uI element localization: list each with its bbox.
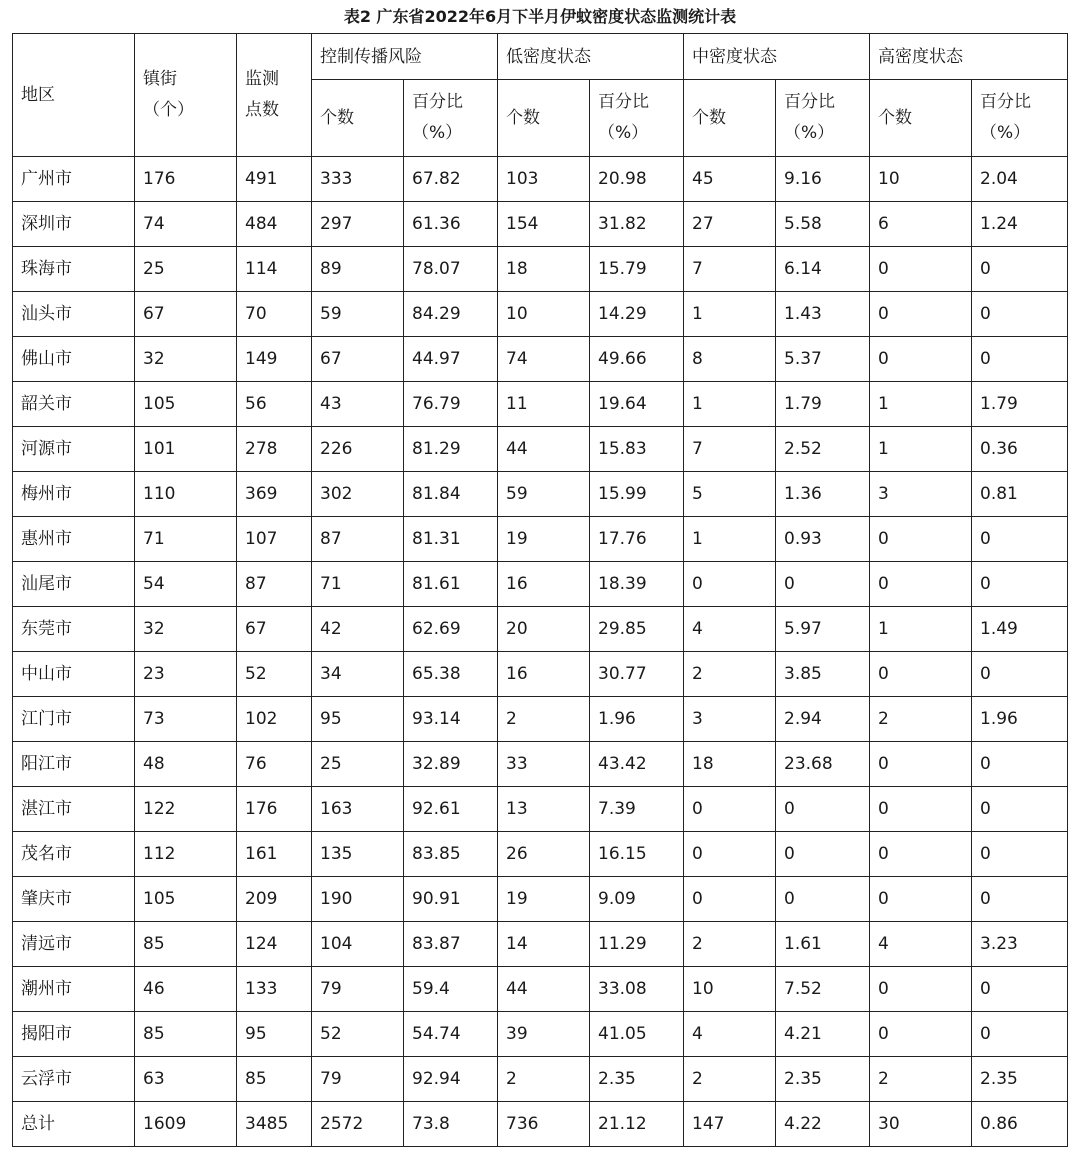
value-cell: 1 bbox=[684, 292, 776, 337]
value-cell: 278 bbox=[237, 427, 312, 472]
value-cell: 20.98 bbox=[590, 157, 684, 202]
header-group-high: 高密度状态 bbox=[870, 34, 1068, 80]
value-cell: 297 bbox=[312, 202, 404, 247]
value-cell: 83.87 bbox=[404, 922, 498, 967]
region-cell: 潮州市 bbox=[13, 967, 135, 1012]
value-cell: 1 bbox=[870, 427, 972, 472]
value-cell: 0 bbox=[972, 967, 1068, 1012]
value-cell: 114 bbox=[237, 247, 312, 292]
table-row bbox=[13, 922, 1068, 967]
value-cell: 369 bbox=[237, 472, 312, 517]
value-cell: 27 bbox=[684, 202, 776, 247]
value-cell: 0 bbox=[684, 877, 776, 922]
value-cell: 1.79 bbox=[972, 382, 1068, 427]
value-cell: 190 bbox=[312, 877, 404, 922]
header-points bbox=[237, 34, 312, 157]
region-cell: 江门市 bbox=[13, 697, 135, 742]
value-cell: 736 bbox=[498, 1102, 590, 1147]
value-cell: 76.79 bbox=[404, 382, 498, 427]
value-cell: 92.94 bbox=[404, 1057, 498, 1102]
table-row bbox=[13, 742, 1068, 787]
value-cell: 18.39 bbox=[590, 562, 684, 607]
value-cell: 0 bbox=[972, 1012, 1068, 1057]
value-cell: 1.79 bbox=[776, 382, 870, 427]
value-cell: 23.68 bbox=[776, 742, 870, 787]
value-cell: 1 bbox=[870, 382, 972, 427]
value-cell: 70 bbox=[237, 292, 312, 337]
value-cell: 5.37 bbox=[776, 337, 870, 382]
value-cell: 76 bbox=[237, 742, 312, 787]
table-row bbox=[13, 292, 1068, 337]
value-cell: 122 bbox=[135, 787, 237, 832]
value-cell: 112 bbox=[135, 832, 237, 877]
value-cell: 21.12 bbox=[590, 1102, 684, 1147]
value-cell: 491 bbox=[237, 157, 312, 202]
value-cell: 84.29 bbox=[404, 292, 498, 337]
value-cell: 0 bbox=[870, 742, 972, 787]
region-cell: 肇庆市 bbox=[13, 877, 135, 922]
table-row bbox=[13, 517, 1068, 562]
value-cell: 0 bbox=[684, 787, 776, 832]
value-cell: 67 bbox=[312, 337, 404, 382]
value-cell: 2.52 bbox=[776, 427, 870, 472]
header-percent: 百分比 （%） bbox=[776, 80, 870, 157]
table-row bbox=[13, 247, 1068, 292]
value-cell: 29.85 bbox=[590, 607, 684, 652]
table-row bbox=[13, 1012, 1068, 1057]
value-cell: 59 bbox=[312, 292, 404, 337]
value-cell: 61.36 bbox=[404, 202, 498, 247]
header-group-low: 低密度状态 bbox=[498, 34, 684, 80]
value-cell: 16.15 bbox=[590, 832, 684, 877]
value-cell: 42 bbox=[312, 607, 404, 652]
value-cell: 2 bbox=[684, 652, 776, 697]
table-row bbox=[13, 967, 1068, 1012]
value-cell: 1.61 bbox=[776, 922, 870, 967]
region-cell: 阳江市 bbox=[13, 742, 135, 787]
value-cell: 7.39 bbox=[590, 787, 684, 832]
region-cell: 湛江市 bbox=[13, 787, 135, 832]
value-cell: 32.89 bbox=[404, 742, 498, 787]
value-cell: 10 bbox=[684, 967, 776, 1012]
value-cell: 16 bbox=[498, 562, 590, 607]
value-cell: 0 bbox=[972, 832, 1068, 877]
value-cell: 124 bbox=[237, 922, 312, 967]
header-percent: 百分比 （%） bbox=[404, 80, 498, 157]
region-cell: 广州市 bbox=[13, 157, 135, 202]
region-cell: 茂名市 bbox=[13, 832, 135, 877]
value-cell: 19.64 bbox=[590, 382, 684, 427]
value-cell: 1.24 bbox=[972, 202, 1068, 247]
value-cell: 11.29 bbox=[590, 922, 684, 967]
value-cell: 79 bbox=[312, 1057, 404, 1102]
value-cell: 52 bbox=[312, 1012, 404, 1057]
header-count: 个数 bbox=[312, 80, 404, 157]
value-cell: 161 bbox=[237, 832, 312, 877]
value-cell: 62.69 bbox=[404, 607, 498, 652]
value-cell: 73 bbox=[135, 697, 237, 742]
value-cell: 0 bbox=[870, 787, 972, 832]
value-cell: 32 bbox=[135, 607, 237, 652]
value-cell: 3 bbox=[684, 697, 776, 742]
value-cell: 67 bbox=[237, 607, 312, 652]
value-cell: 32 bbox=[135, 337, 237, 382]
value-cell: 176 bbox=[135, 157, 237, 202]
value-cell: 0 bbox=[972, 247, 1068, 292]
value-cell: 2.35 bbox=[590, 1057, 684, 1102]
value-cell: 20 bbox=[498, 607, 590, 652]
header-count: 个数 bbox=[684, 80, 776, 157]
value-cell: 2 bbox=[870, 697, 972, 742]
value-cell: 2 bbox=[684, 922, 776, 967]
value-cell: 71 bbox=[312, 562, 404, 607]
value-cell: 0.93 bbox=[776, 517, 870, 562]
table-row bbox=[13, 157, 1068, 202]
value-cell: 87 bbox=[237, 562, 312, 607]
value-cell: 44.97 bbox=[404, 337, 498, 382]
value-cell: 2.35 bbox=[972, 1057, 1068, 1102]
value-cell: 65.38 bbox=[404, 652, 498, 697]
value-cell: 87 bbox=[312, 517, 404, 562]
value-cell: 15.99 bbox=[590, 472, 684, 517]
value-cell: 4.22 bbox=[776, 1102, 870, 1147]
header-towns-line1: 镇街 bbox=[143, 69, 177, 89]
value-cell: 85 bbox=[237, 1057, 312, 1102]
value-cell: 3.23 bbox=[972, 922, 1068, 967]
value-cell: 48 bbox=[135, 742, 237, 787]
value-cell: 15.79 bbox=[590, 247, 684, 292]
value-cell: 9.16 bbox=[776, 157, 870, 202]
value-cell: 19 bbox=[498, 517, 590, 562]
value-cell: 3.85 bbox=[776, 652, 870, 697]
value-cell: 6.14 bbox=[776, 247, 870, 292]
value-cell: 30.77 bbox=[590, 652, 684, 697]
region-cell: 惠州市 bbox=[13, 517, 135, 562]
value-cell: 1609 bbox=[135, 1102, 237, 1147]
table-row bbox=[13, 877, 1068, 922]
region-cell: 东莞市 bbox=[13, 607, 135, 652]
header-group-control: 控制传播风险 bbox=[312, 34, 498, 80]
value-cell: 0 bbox=[972, 787, 1068, 832]
value-cell: 105 bbox=[135, 877, 237, 922]
value-cell: 34 bbox=[312, 652, 404, 697]
value-cell: 0 bbox=[870, 1012, 972, 1057]
region-cell: 清远市 bbox=[13, 922, 135, 967]
value-cell: 0 bbox=[684, 562, 776, 607]
value-cell: 2 bbox=[498, 1057, 590, 1102]
table-row bbox=[13, 697, 1068, 742]
value-cell: 7 bbox=[684, 247, 776, 292]
table-row bbox=[13, 382, 1068, 427]
value-cell: 73.8 bbox=[404, 1102, 498, 1147]
table-row bbox=[13, 652, 1068, 697]
value-cell: 44 bbox=[498, 967, 590, 1012]
value-cell: 31.82 bbox=[590, 202, 684, 247]
value-cell: 2572 bbox=[312, 1102, 404, 1147]
value-cell: 147 bbox=[684, 1102, 776, 1147]
value-cell: 67.82 bbox=[404, 157, 498, 202]
region-cell: 佛山市 bbox=[13, 337, 135, 382]
header-towns bbox=[135, 34, 237, 157]
value-cell: 110 bbox=[135, 472, 237, 517]
value-cell: 89 bbox=[312, 247, 404, 292]
table-body bbox=[13, 157, 1068, 1147]
value-cell: 0 bbox=[972, 742, 1068, 787]
value-cell: 14.29 bbox=[590, 292, 684, 337]
value-cell: 0 bbox=[776, 787, 870, 832]
value-cell: 3485 bbox=[237, 1102, 312, 1147]
region-cell: 梅州市 bbox=[13, 472, 135, 517]
value-cell: 1 bbox=[684, 382, 776, 427]
value-cell: 81.84 bbox=[404, 472, 498, 517]
value-cell: 0 bbox=[870, 562, 972, 607]
region-cell: 揭阳市 bbox=[13, 1012, 135, 1057]
value-cell: 41.05 bbox=[590, 1012, 684, 1057]
value-cell: 81.31 bbox=[404, 517, 498, 562]
value-cell: 43 bbox=[312, 382, 404, 427]
value-cell: 0 bbox=[776, 877, 870, 922]
value-cell: 0 bbox=[972, 877, 1068, 922]
value-cell: 44 bbox=[498, 427, 590, 472]
value-cell: 0 bbox=[972, 337, 1068, 382]
header-percent: 百分比 （%） bbox=[972, 80, 1068, 157]
value-cell: 63 bbox=[135, 1057, 237, 1102]
value-cell: 302 bbox=[312, 472, 404, 517]
value-cell: 0 bbox=[972, 292, 1068, 337]
value-cell: 0.86 bbox=[972, 1102, 1068, 1147]
value-cell: 0 bbox=[684, 832, 776, 877]
value-cell: 71 bbox=[135, 517, 237, 562]
value-cell: 10 bbox=[498, 292, 590, 337]
value-cell: 39 bbox=[498, 1012, 590, 1057]
value-cell: 3 bbox=[870, 472, 972, 517]
value-cell: 226 bbox=[312, 427, 404, 472]
value-cell: 17.76 bbox=[590, 517, 684, 562]
value-cell: 78.07 bbox=[404, 247, 498, 292]
region-cell: 中山市 bbox=[13, 652, 135, 697]
region-cell: 总计 bbox=[13, 1102, 135, 1147]
value-cell: 45 bbox=[684, 157, 776, 202]
value-cell: 4 bbox=[684, 607, 776, 652]
value-cell: 2 bbox=[684, 1057, 776, 1102]
table-row bbox=[13, 472, 1068, 517]
value-cell: 4.21 bbox=[776, 1012, 870, 1057]
value-cell: 85 bbox=[135, 922, 237, 967]
table-row bbox=[13, 337, 1068, 382]
value-cell: 484 bbox=[237, 202, 312, 247]
value-cell: 1.36 bbox=[776, 472, 870, 517]
value-cell: 74 bbox=[135, 202, 237, 247]
value-cell: 56 bbox=[237, 382, 312, 427]
value-cell: 0 bbox=[870, 877, 972, 922]
value-cell: 0 bbox=[972, 517, 1068, 562]
value-cell: 49.66 bbox=[590, 337, 684, 382]
value-cell: 52 bbox=[237, 652, 312, 697]
value-cell: 7 bbox=[684, 427, 776, 472]
value-cell: 93.14 bbox=[404, 697, 498, 742]
value-cell: 9.09 bbox=[590, 877, 684, 922]
value-cell: 1 bbox=[684, 517, 776, 562]
table-row bbox=[13, 562, 1068, 607]
value-cell: 43.42 bbox=[590, 742, 684, 787]
value-cell: 25 bbox=[135, 247, 237, 292]
table-row bbox=[13, 787, 1068, 832]
value-cell: 83.85 bbox=[404, 832, 498, 877]
value-cell: 23 bbox=[135, 652, 237, 697]
value-cell: 14 bbox=[498, 922, 590, 967]
value-cell: 1.96 bbox=[590, 697, 684, 742]
value-cell: 101 bbox=[135, 427, 237, 472]
header-points-line2: 点数 bbox=[245, 100, 279, 120]
value-cell: 59 bbox=[498, 472, 590, 517]
value-cell: 2 bbox=[870, 1057, 972, 1102]
header-percent: 百分比 （%） bbox=[590, 80, 684, 157]
value-cell: 2 bbox=[498, 697, 590, 742]
region-cell: 汕头市 bbox=[13, 292, 135, 337]
value-cell: 6 bbox=[870, 202, 972, 247]
value-cell: 33 bbox=[498, 742, 590, 787]
value-cell: 0 bbox=[870, 292, 972, 337]
value-cell: 176 bbox=[237, 787, 312, 832]
value-cell: 67 bbox=[135, 292, 237, 337]
value-cell: 15.83 bbox=[590, 427, 684, 472]
value-cell: 0 bbox=[870, 337, 972, 382]
region-cell: 珠海市 bbox=[13, 247, 135, 292]
value-cell: 79 bbox=[312, 967, 404, 1012]
header-region: 地区 bbox=[13, 34, 135, 157]
value-cell: 135 bbox=[312, 832, 404, 877]
value-cell: 104 bbox=[312, 922, 404, 967]
region-cell: 深圳市 bbox=[13, 202, 135, 247]
value-cell: 2.35 bbox=[776, 1057, 870, 1102]
table-row bbox=[13, 607, 1068, 652]
header-row-1 bbox=[13, 34, 1068, 80]
value-cell: 0.81 bbox=[972, 472, 1068, 517]
value-cell: 0 bbox=[870, 652, 972, 697]
value-cell: 95 bbox=[312, 697, 404, 742]
value-cell: 0.36 bbox=[972, 427, 1068, 472]
value-cell: 103 bbox=[498, 157, 590, 202]
value-cell: 74 bbox=[498, 337, 590, 382]
value-cell: 333 bbox=[312, 157, 404, 202]
value-cell: 4 bbox=[684, 1012, 776, 1057]
value-cell: 0 bbox=[972, 652, 1068, 697]
value-cell: 209 bbox=[237, 877, 312, 922]
value-cell: 1.49 bbox=[972, 607, 1068, 652]
mosquito-density-table bbox=[12, 33, 1068, 1147]
region-cell: 汕尾市 bbox=[13, 562, 135, 607]
region-cell: 河源市 bbox=[13, 427, 135, 472]
value-cell: 11 bbox=[498, 382, 590, 427]
value-cell: 85 bbox=[135, 1012, 237, 1057]
value-cell: 90.91 bbox=[404, 877, 498, 922]
value-cell: 18 bbox=[684, 742, 776, 787]
region-cell: 云浮市 bbox=[13, 1057, 135, 1102]
value-cell: 18 bbox=[498, 247, 590, 292]
value-cell: 19 bbox=[498, 877, 590, 922]
value-cell: 0 bbox=[870, 517, 972, 562]
table-row bbox=[13, 427, 1068, 472]
value-cell: 102 bbox=[237, 697, 312, 742]
value-cell: 54.74 bbox=[404, 1012, 498, 1057]
value-cell: 107 bbox=[237, 517, 312, 562]
value-cell: 13 bbox=[498, 787, 590, 832]
value-cell: 0 bbox=[870, 247, 972, 292]
value-cell: 0 bbox=[776, 832, 870, 877]
header-count: 个数 bbox=[870, 80, 972, 157]
table-row bbox=[13, 1057, 1068, 1102]
value-cell: 4 bbox=[870, 922, 972, 967]
header-points-line1: 监测 bbox=[245, 69, 279, 89]
region-cell: 韶关市 bbox=[13, 382, 135, 427]
value-cell: 154 bbox=[498, 202, 590, 247]
value-cell: 1.96 bbox=[972, 697, 1068, 742]
value-cell: 1 bbox=[870, 607, 972, 652]
value-cell: 0 bbox=[776, 562, 870, 607]
value-cell: 149 bbox=[237, 337, 312, 382]
value-cell: 30 bbox=[870, 1102, 972, 1147]
value-cell: 16 bbox=[498, 652, 590, 697]
value-cell: 8 bbox=[684, 337, 776, 382]
value-cell: 26 bbox=[498, 832, 590, 877]
header-count: 个数 bbox=[498, 80, 590, 157]
value-cell: 0 bbox=[972, 562, 1068, 607]
value-cell: 7.52 bbox=[776, 967, 870, 1012]
value-cell: 163 bbox=[312, 787, 404, 832]
header-towns-line2: （个） bbox=[143, 100, 194, 120]
table-row bbox=[13, 832, 1068, 877]
value-cell: 133 bbox=[237, 967, 312, 1012]
value-cell: 92.61 bbox=[404, 787, 498, 832]
value-cell: 46 bbox=[135, 967, 237, 1012]
value-cell: 10 bbox=[870, 157, 972, 202]
value-cell: 2.04 bbox=[972, 157, 1068, 202]
value-cell: 5 bbox=[684, 472, 776, 517]
value-cell: 5.58 bbox=[776, 202, 870, 247]
value-cell: 81.61 bbox=[404, 562, 498, 607]
value-cell: 0 bbox=[870, 832, 972, 877]
value-cell: 1.43 bbox=[776, 292, 870, 337]
value-cell: 0 bbox=[870, 967, 972, 1012]
value-cell: 105 bbox=[135, 382, 237, 427]
value-cell: 2.94 bbox=[776, 697, 870, 742]
value-cell: 25 bbox=[312, 742, 404, 787]
table-row bbox=[13, 202, 1068, 247]
value-cell: 5.97 bbox=[776, 607, 870, 652]
total-row bbox=[13, 1102, 1068, 1147]
table-title: 表2 广东省2022年6月下半月伊蚊密度状态监测统计表 bbox=[343, 7, 737, 26]
value-cell: 81.29 bbox=[404, 427, 498, 472]
value-cell: 59.4 bbox=[404, 967, 498, 1012]
header-group-medium: 中密度状态 bbox=[684, 34, 870, 80]
value-cell: 54 bbox=[135, 562, 237, 607]
value-cell: 95 bbox=[237, 1012, 312, 1057]
value-cell: 33.08 bbox=[590, 967, 684, 1012]
